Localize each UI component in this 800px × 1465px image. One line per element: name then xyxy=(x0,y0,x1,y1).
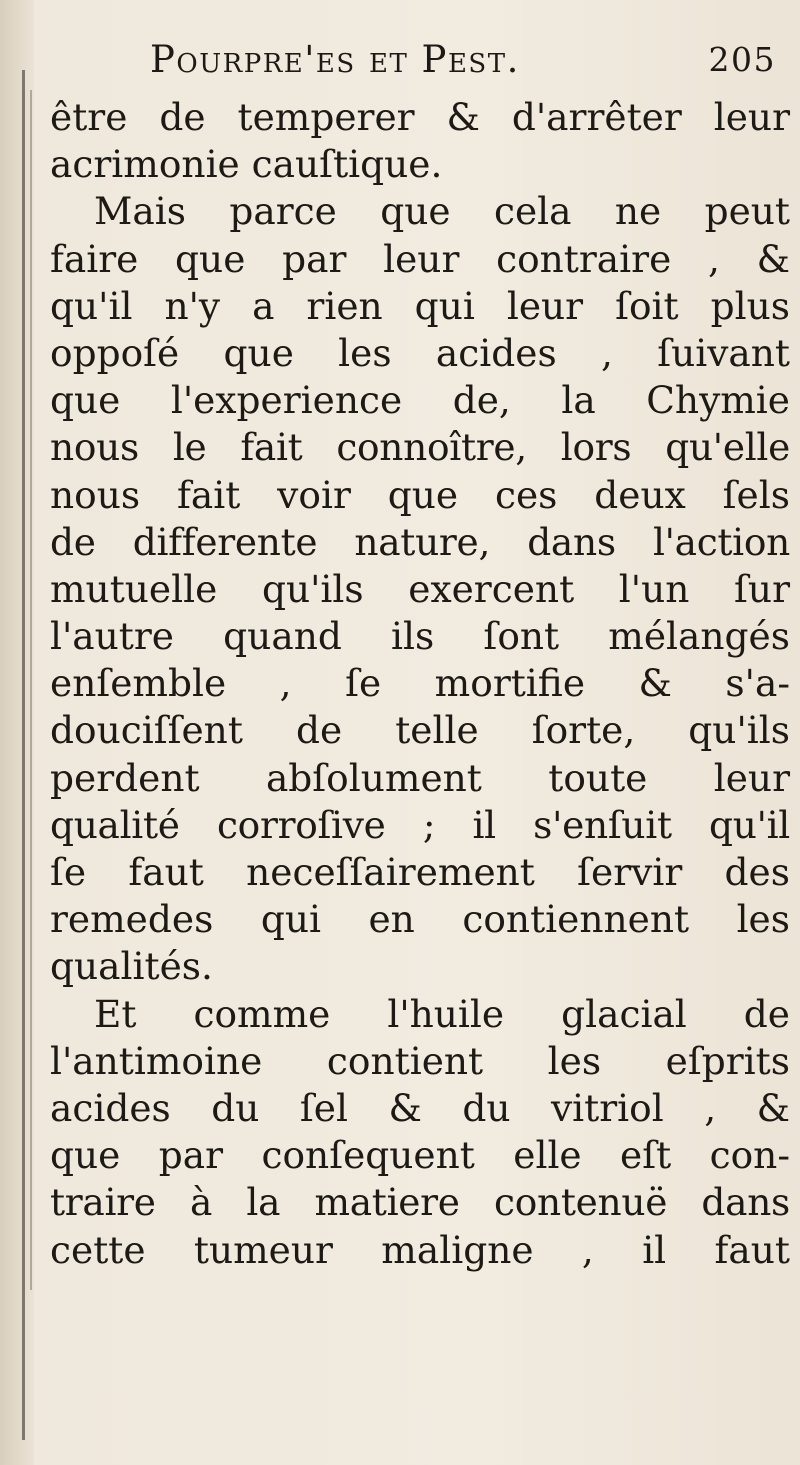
text-line: remedes qui en contiennent les xyxy=(50,897,790,942)
text-line: Et comme l'huile glacial de xyxy=(94,991,790,1036)
text-line: qu'il n'y a rien qui leur ſoit plus xyxy=(50,283,790,328)
text-line: nous fait voir que ces deux ſels xyxy=(50,472,790,517)
text-line: de differente nature, dans l'action xyxy=(50,519,790,564)
text-line: perdent abſolument toute leur xyxy=(50,755,790,800)
text-line: acides du ſel & du vitriol , & xyxy=(50,1085,790,1130)
text-line: acrimonie cauſtique. xyxy=(50,142,443,187)
text-line: ſe faut neceſſairement ſervir des xyxy=(50,850,790,894)
page-number: 205 xyxy=(708,40,776,79)
text-line: douciſſent de telle ſorte, qu'ils xyxy=(50,708,790,753)
text-line: cette tumeur maligne , il faut xyxy=(50,1227,790,1272)
text-line: être de temperer & d'arrêter leur xyxy=(50,95,790,139)
page-gutter xyxy=(0,0,34,1465)
running-header xyxy=(150,38,790,88)
text-line: l'autre quand ils ſont mélangés xyxy=(50,614,790,659)
text-line: qualités. xyxy=(50,944,213,989)
text-line: l'antimoine contient les eſprits xyxy=(50,1038,790,1083)
binding-edge-shadow xyxy=(30,90,32,1290)
text-line: Mais parce que cela ne peut xyxy=(94,189,790,234)
text-line: qualité corroſive ; il s'enſuit qu'il xyxy=(50,802,790,847)
binding-edge xyxy=(22,70,25,1440)
text-line: nous le fait connoître, lors qu'elle xyxy=(50,425,790,470)
body-text xyxy=(50,94,790,1274)
text-line: mutuelle qu'ils exercent l'un ſur xyxy=(50,566,790,611)
text-line: que l'experience de, la Chymie xyxy=(50,378,790,423)
text-line: faire que par leur contraire , & xyxy=(50,236,790,281)
text-line: oppoſé que les acides , ſuivant xyxy=(50,330,790,375)
text-line: enſemble , ſe mortifie & s'a- xyxy=(50,661,790,706)
running-title: Pourpre'es et Pest. xyxy=(150,38,520,81)
text-line: traire à la matiere contenuë dans xyxy=(50,1180,790,1225)
text-line: que par conſequent elle eſt con- xyxy=(50,1133,790,1178)
